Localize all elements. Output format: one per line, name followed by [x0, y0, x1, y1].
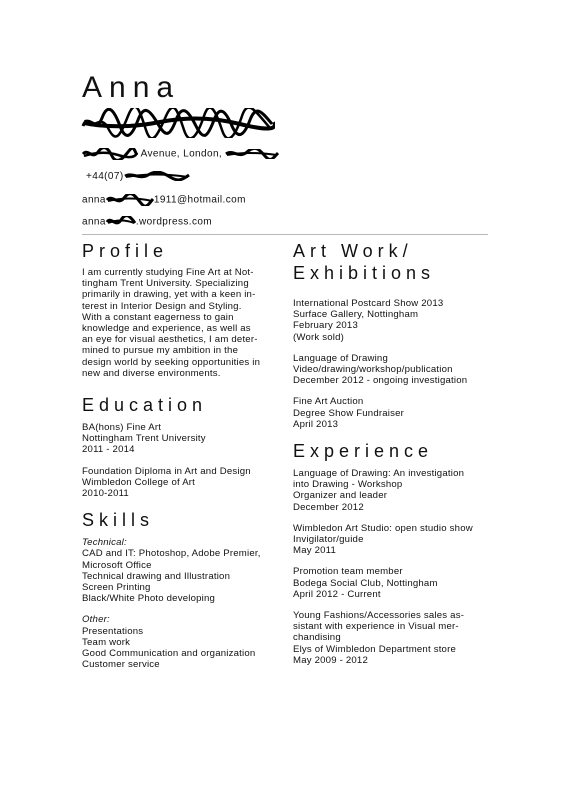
- experience-line: May 2009 - 2012: [293, 654, 368, 666]
- profile-paragraph: [82, 267, 274, 379]
- art-work-line: December 2012 - ongoing investigation: [293, 375, 468, 387]
- profile-line: design world by seeking opportunities in: [82, 356, 261, 368]
- education-line: 2011 - 2014: [82, 444, 135, 456]
- experience-line: Bodega Social Club, Nottingham: [293, 577, 438, 589]
- experience-heading: Experience: [293, 441, 434, 462]
- website-prefix: anna: [82, 216, 106, 228]
- profile-line: new and diverse environments.: [82, 367, 221, 379]
- experience-line: Language of Drawing: An investigation: [293, 468, 465, 480]
- skill-item: Presentations: [82, 625, 144, 637]
- email-text: 1911@hotmail.com: [153, 194, 246, 206]
- skill-item: Microsoft Office: [82, 559, 152, 571]
- redacted-email-scribble: [106, 194, 154, 206]
- art-work-entry: [293, 298, 499, 343]
- redacted-website-scribble: [106, 216, 136, 228]
- experience-entry: [293, 468, 499, 513]
- phone-text: +44(07): [86, 171, 124, 182]
- art-work-heading: Art Work/: [293, 241, 413, 261]
- profile-line: mined to pursue my ambition in the: [82, 345, 239, 357]
- technical-label: Technical:: [82, 537, 127, 549]
- skill-item: Black/White Photo developing: [82, 593, 216, 605]
- experience-line: April 2012 - Current: [293, 588, 381, 600]
- skill-item: Customer service: [82, 659, 160, 671]
- experience-entry: [293, 566, 499, 600]
- address-line: [82, 148, 279, 161]
- education-heading: Education: [82, 395, 208, 416]
- website-line: [82, 216, 212, 229]
- art-work-line: April 2013: [293, 418, 339, 430]
- redacted-surname-scribble: [80, 108, 275, 138]
- profile-line: tingham Trent University. Specializing: [82, 278, 249, 290]
- redacted-phone-scribble: [124, 171, 190, 181]
- experience-line: Invigilator/guide: [293, 534, 364, 546]
- redacted-postcode-scribble: [225, 149, 279, 159]
- education-entry: [82, 466, 274, 500]
- experience-list: [293, 468, 499, 666]
- experience-line: December 2012: [293, 501, 364, 513]
- address-text: Avenue, London,: [140, 148, 223, 160]
- experience-entry: [293, 523, 499, 557]
- experience-line: Organizer and leader: [293, 490, 388, 502]
- art-work-line: (Work sold): [293, 331, 345, 343]
- experience-line: Promotion team member: [293, 566, 403, 578]
- website-text: .wordpress.com: [135, 216, 213, 228]
- profile-line: an eye for visual aesthetics, I am deter-: [82, 334, 258, 346]
- art-work-line: Surface Gallery, Nottingham: [293, 309, 419, 321]
- art-work-entry: [293, 396, 499, 430]
- experience-line: into Drawing - Workshop: [293, 479, 403, 491]
- education-line: Nottingham Trent University: [82, 433, 206, 445]
- email-line: [82, 194, 246, 207]
- exhibitions-heading: Exhibitions: [293, 263, 436, 283]
- skill-item: CAD and IT: Photoshop, Adobe Premier,: [82, 548, 261, 560]
- profile-line: primarily in drawing, yet with a keen in-: [82, 289, 256, 301]
- education-entry: [82, 422, 274, 456]
- phone-line: [86, 171, 190, 183]
- experience-line: Wimbledon Art Studio: open studio show: [293, 522, 473, 534]
- profile-line: terest in Interior Design and Styling.: [82, 300, 242, 312]
- experience-line: chandising: [293, 632, 341, 644]
- experience-line: Elys of Wimbledon Department store: [293, 643, 457, 655]
- profile-line: I am currently studying Fine Art at Not-: [82, 267, 254, 278]
- art-work-line: Language of Drawing: [293, 352, 389, 364]
- art-work-entry: [293, 353, 499, 387]
- experience-line: Young Fashions/Accessories sales as-: [293, 610, 465, 622]
- skill-item: Screen Printing: [82, 582, 151, 594]
- skill-item: Good Communication and organization: [82, 648, 256, 660]
- skills-list: [82, 537, 274, 670]
- art-work-line: Fine Art Auction: [293, 396, 364, 408]
- art-work-line: Video/drawing/workshop/publication: [293, 364, 453, 376]
- profile-heading: Profile: [82, 241, 169, 261]
- skill-item: Team work: [82, 636, 131, 648]
- education-line: Wimbledon College of Art: [82, 476, 196, 488]
- art-work-line: Degree Show Fundraiser: [293, 407, 405, 419]
- profile-line: knowledge and experience, as well as: [82, 323, 251, 335]
- other-label: Other:: [82, 614, 110, 626]
- right-column: [293, 240, 499, 676]
- education-line: Foundation Diploma in Art and Design: [82, 465, 251, 477]
- art-work-line: International Postcard Show 2013: [293, 298, 444, 309]
- first-name: Anna: [82, 71, 181, 104]
- experience-line: sistant with experience in Visual mer-: [293, 621, 459, 633]
- art-work-list: [293, 298, 499, 430]
- experience-line: May 2011: [293, 545, 337, 557]
- experience-entry: [293, 610, 499, 666]
- skill-item: Technical drawing and Illustration: [82, 570, 231, 582]
- left-column: [82, 240, 274, 670]
- redacted-address-scribble: [82, 148, 138, 160]
- education-line: BA(hons) Fine Art: [82, 422, 162, 434]
- email-prefix: anna: [82, 194, 106, 206]
- education-line: 2010-2011: [82, 488, 129, 500]
- skills-heading: Skills: [82, 510, 155, 531]
- art-work-line: February 2013: [293, 320, 358, 332]
- profile-line: With a constant eagerness to gain: [82, 311, 234, 323]
- education-list: [82, 422, 274, 499]
- header-divider: [82, 234, 488, 235]
